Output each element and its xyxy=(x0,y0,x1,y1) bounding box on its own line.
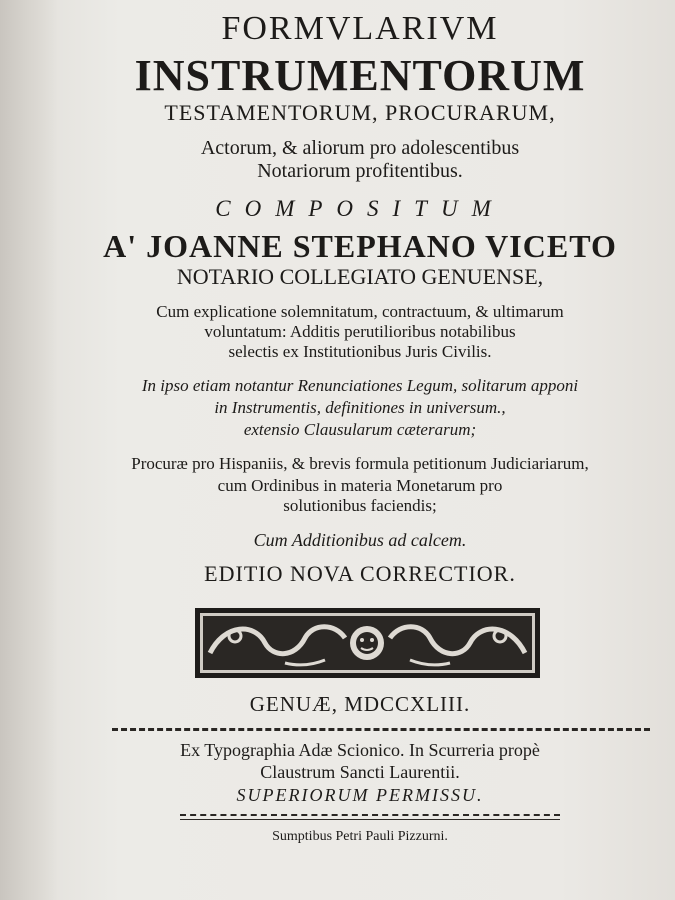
title-line-1: FORMVLARIVM xyxy=(221,10,499,47)
sumptibus-line: Sumptibus Petri Pauli Pizzurni. xyxy=(272,829,448,844)
divider-rule-2 xyxy=(180,814,560,816)
page-gutter xyxy=(0,0,58,900)
place-date-line: GENUÆ, MDCCXLIII. xyxy=(249,692,471,716)
description-line-7: Procuræ pro Hispaniis, & brevis formula petitionum Judiciariarum, xyxy=(131,454,589,473)
compositum-line: COMPOSITUM xyxy=(215,196,505,221)
author-title: NOTARIO COLLEGIATO GENUENSE, xyxy=(176,264,544,289)
description-line-3: selectis ex Institutionibus Juris Civilis. xyxy=(228,342,492,361)
description-line-5: in Instrumentis, definitiones in universum., xyxy=(214,398,506,417)
divider-rule-3 xyxy=(180,819,560,820)
printer-line-2: Claustrum Sancti Laurentii. xyxy=(260,762,460,782)
title-line-4: Actorum, & aliorum pro adolescentibus xyxy=(200,137,520,159)
edition-line: EDITIO NOVA CORRECTIOR. xyxy=(204,561,516,586)
permission-line: SUPERIORUM PERMISSU. xyxy=(236,785,484,805)
description-line-1: Cum explicatione solemnitatum, contractuum, & ultimarum xyxy=(156,302,564,321)
description-line-10: Cum Additionibus ad calcem. xyxy=(253,530,467,550)
title-line-5: Notariorum profitentibus. xyxy=(257,160,463,182)
printer-line-1: Ex Typographia Adæ Scionico. In Scurreria propè xyxy=(180,740,540,760)
description-line-8: cum Ordinibus in materia Monetarum pro xyxy=(217,476,503,495)
description-line-9: solutionibus faciendis; xyxy=(283,496,437,515)
description-line-2: voluntatum: Additis perutilioribus notabilibus xyxy=(204,322,516,341)
description-line-6: extensio Clausularum cæterarum; xyxy=(243,420,477,439)
woodcut-ornament-icon xyxy=(195,608,540,678)
title-line-2: INSTRUMENTORUM xyxy=(134,51,586,100)
author-name: A' JOANNE STEPHANO VICETO xyxy=(103,228,617,264)
description-line-4: In ipso etiam notantur Renunciationes Legum, solitarum apponi xyxy=(141,376,579,395)
title-line-3: TESTAMENTORUM, PROCURARUM, xyxy=(164,100,556,125)
divider-rule xyxy=(112,728,650,731)
